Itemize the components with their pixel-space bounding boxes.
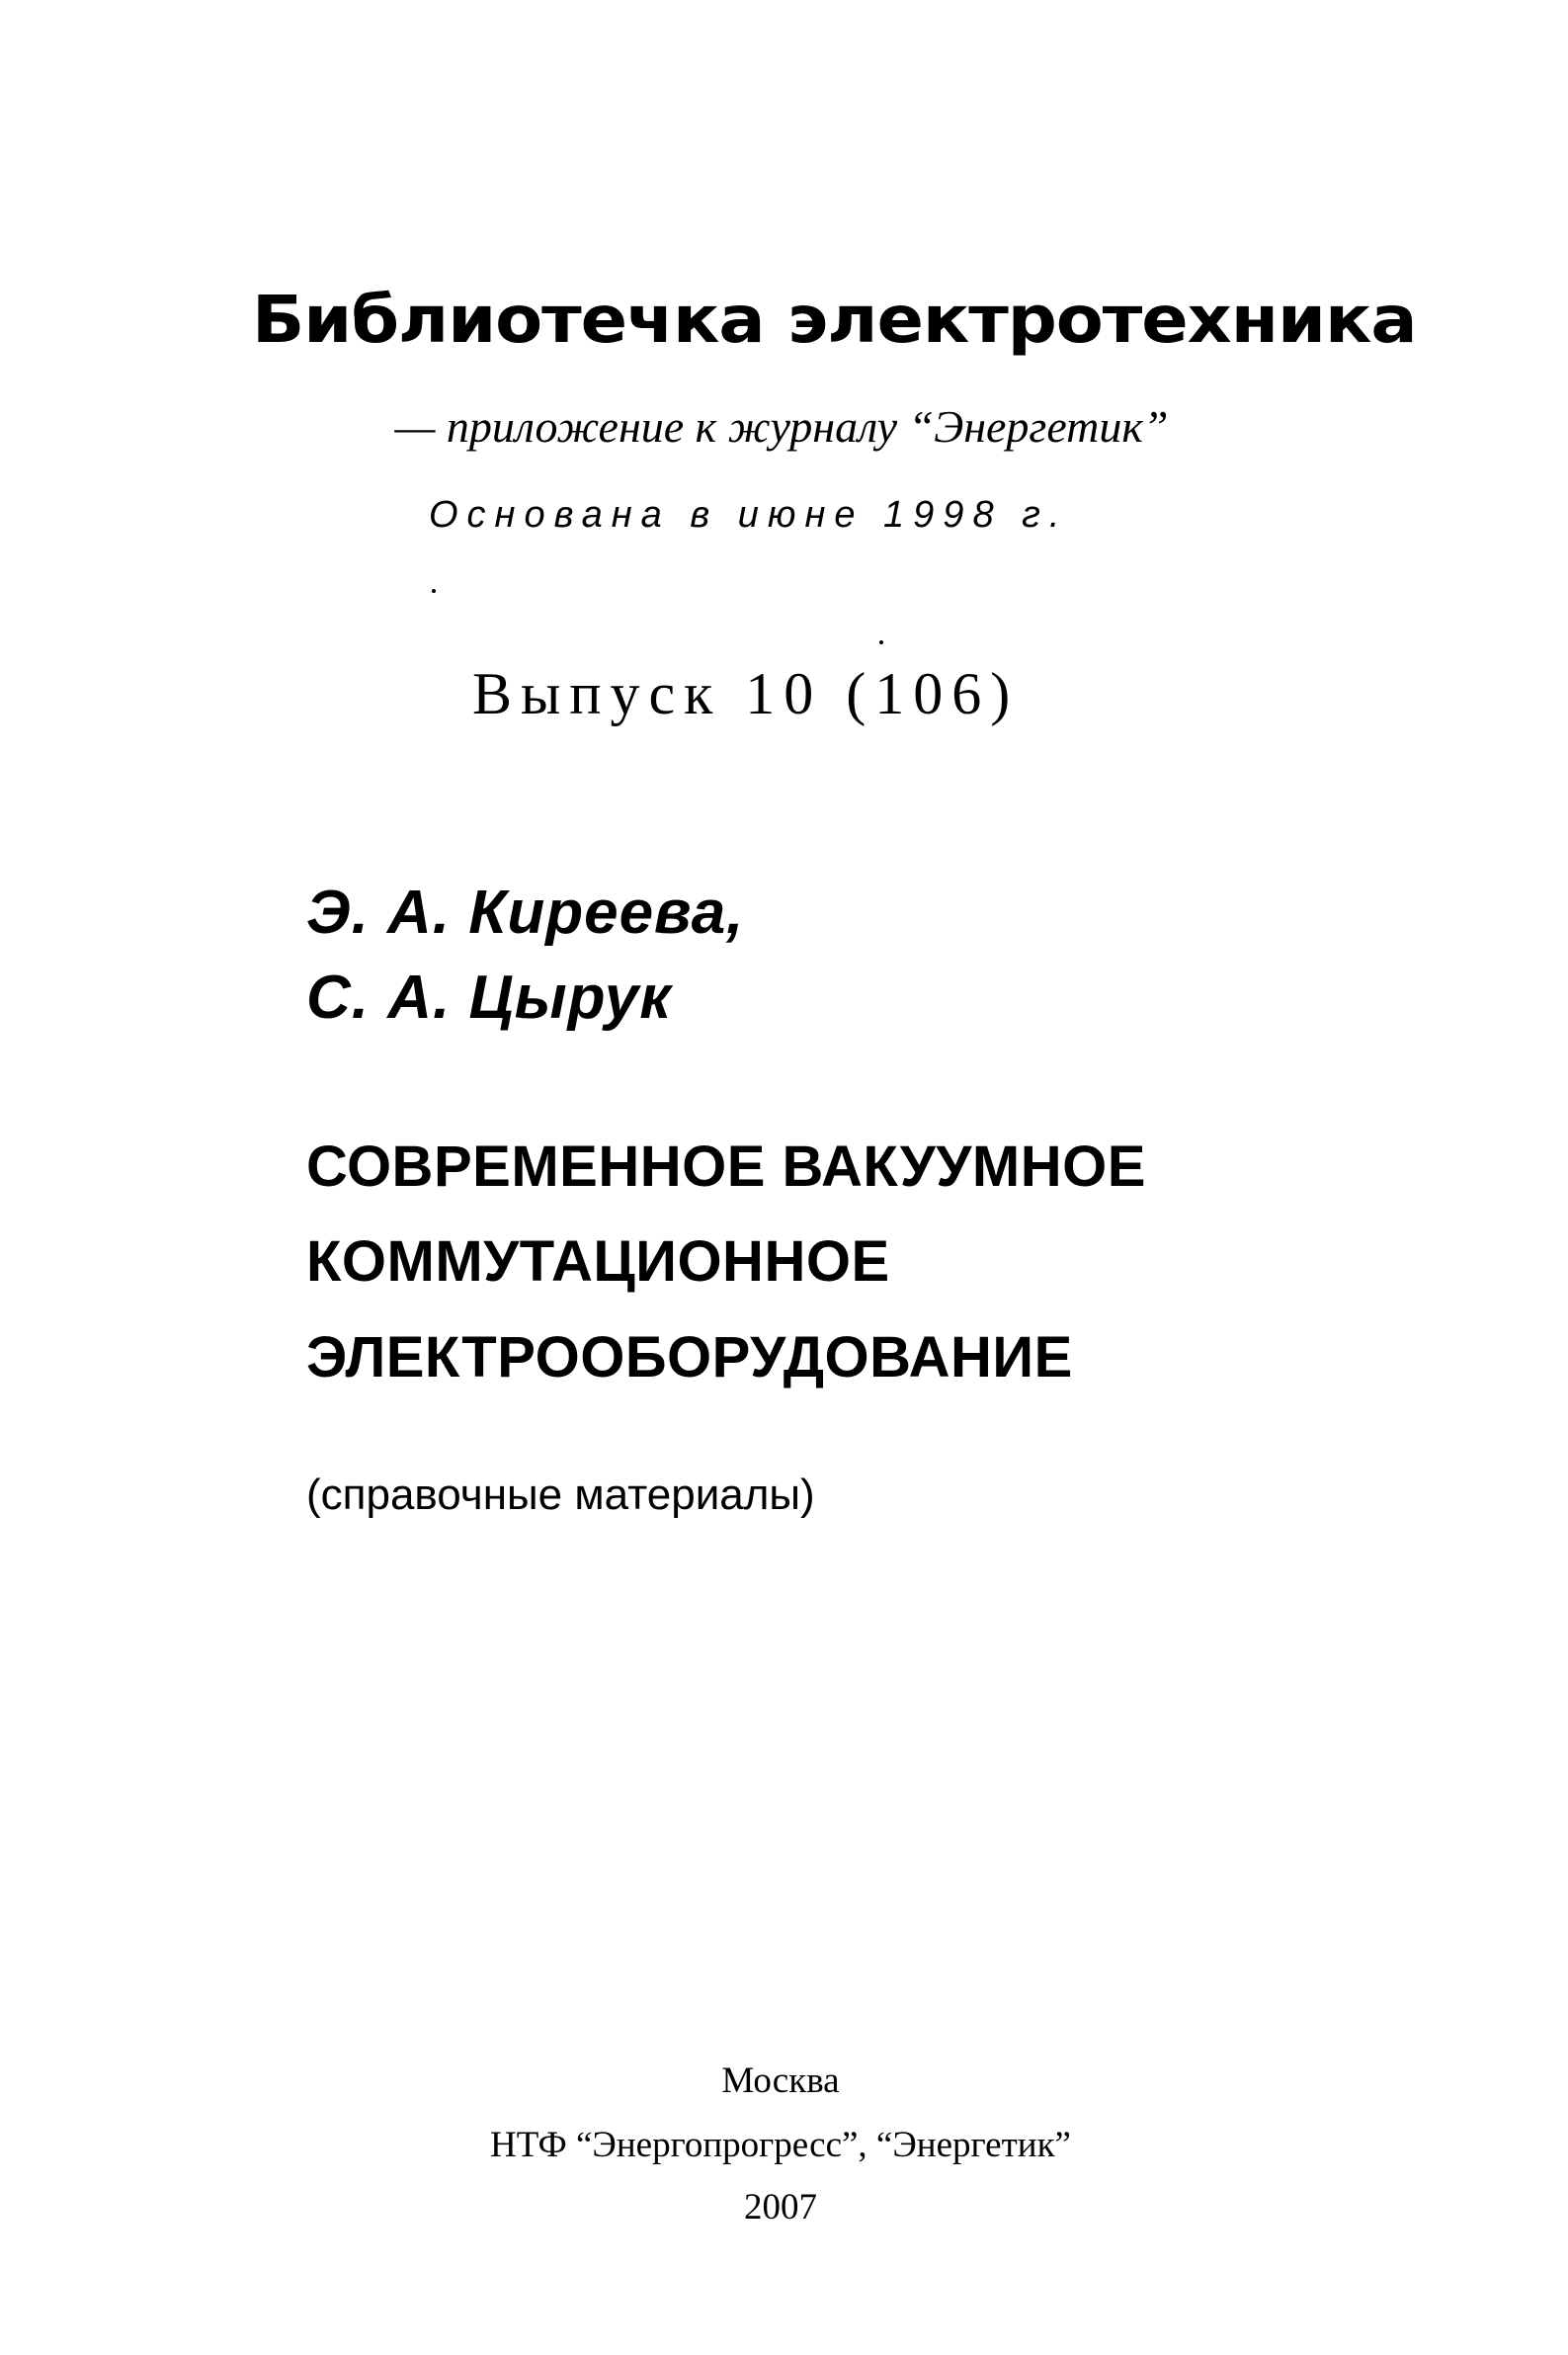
series-title: Библиотечка электротехника: [252, 282, 1417, 358]
imprint-city: Москва: [721, 2061, 840, 2101]
author-name: С. А. Цырук: [306, 964, 672, 1032]
book-note: (справочные материалы): [306, 1471, 815, 1519]
book-title-line: КОММУТАЦИОННОЕ: [306, 1229, 890, 1294]
imprint-publisher: НТФ “Энергопрогресс”, “Энергетик”: [490, 2125, 1071, 2165]
book-title-line: СОВРЕМЕННОЕ ВАКУУМНОЕ: [306, 1135, 1146, 1199]
founded-line: Основана в июне 1998 г.: [429, 494, 1069, 536]
series-subtitle: — приложение к журналу “Энергетик”: [394, 401, 1169, 452]
book-title-line: ЭЛЕКТРООБОРУДОВАНИЕ: [306, 1325, 1073, 1389]
issue-number: Выпуск 10 (106): [472, 661, 1020, 726]
imprint-year: 2007: [744, 2187, 817, 2228]
author-name: Э. А. Киреева,: [306, 879, 745, 947]
print-speck: [879, 640, 883, 644]
print-speck: [432, 589, 436, 593]
